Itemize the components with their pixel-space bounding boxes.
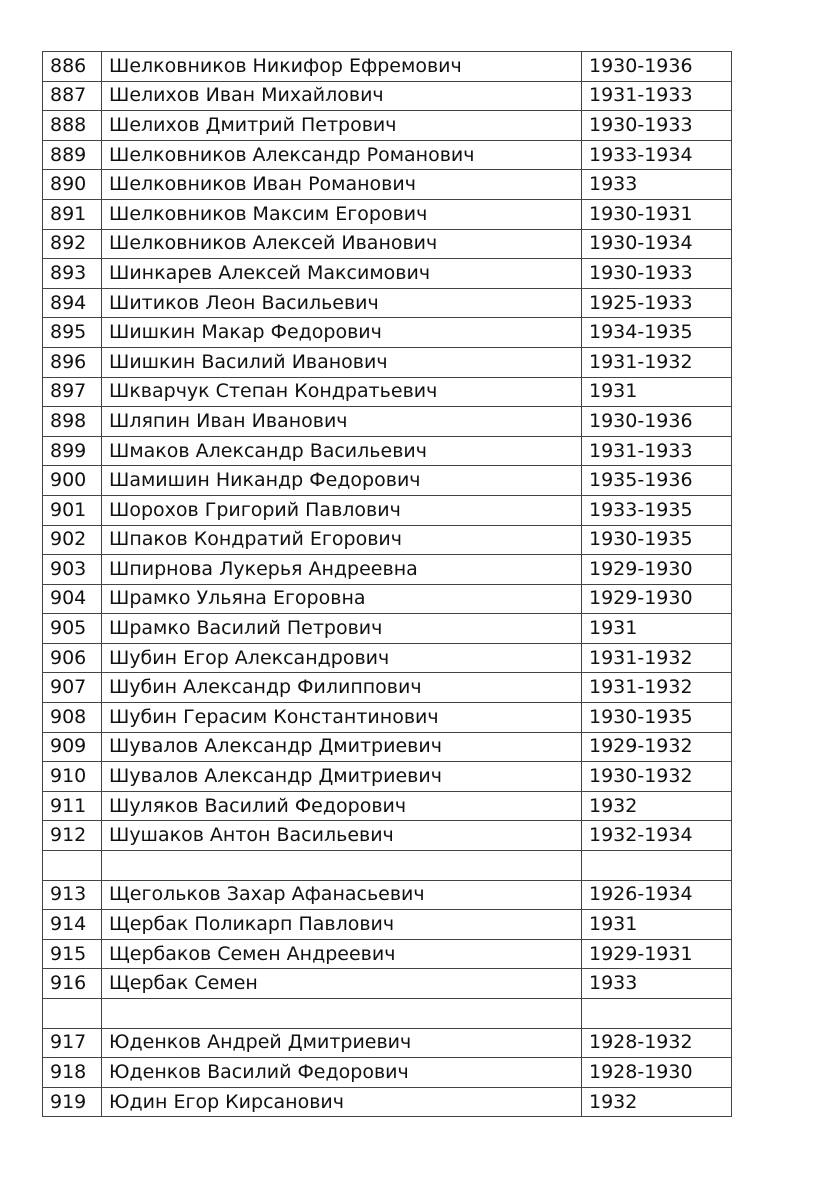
row-number-cell: 898: [43, 407, 102, 437]
table-row: [43, 851, 732, 881]
person-name-cell: Шубин Егор Александрович: [102, 643, 582, 673]
person-name-cell: [102, 851, 582, 881]
row-number-cell: 891: [43, 199, 102, 229]
person-name-cell: Шелковников Александр Романович: [102, 140, 582, 170]
row-number-cell: 918: [43, 1058, 102, 1088]
row-number-cell: 908: [43, 703, 102, 733]
row-number-cell: 904: [43, 584, 102, 614]
row-number-cell: 917: [43, 1028, 102, 1058]
table-row: [43, 762, 732, 792]
years-cell: 1930-1933: [582, 259, 732, 289]
row-number-cell: 900: [43, 466, 102, 496]
table-row: [43, 821, 732, 851]
row-number-cell: 896: [43, 347, 102, 377]
person-name-cell: [102, 999, 582, 1029]
row-number-cell: 888: [43, 111, 102, 141]
years-cell: 1930-1934: [582, 229, 732, 259]
table-row: [43, 170, 732, 200]
row-number-cell: 915: [43, 939, 102, 969]
person-name-cell: Юденков Андрей Дмитриевич: [102, 1028, 582, 1058]
person-name-cell: Шляпин Иван Иванович: [102, 407, 582, 437]
row-number-cell: 916: [43, 969, 102, 999]
years-cell: 1931: [582, 614, 732, 644]
table-row: [43, 466, 732, 496]
years-cell: 1928-1932: [582, 1028, 732, 1058]
row-number-cell: 910: [43, 762, 102, 792]
person-name-cell: Шинкарев Алексей Максимович: [102, 259, 582, 289]
row-number-cell: [43, 999, 102, 1029]
table-row: [43, 732, 732, 762]
table-row: [43, 407, 732, 437]
table-row: [43, 495, 732, 525]
table-row: [43, 229, 732, 259]
years-cell: 1931: [582, 910, 732, 940]
years-cell: 1932: [582, 1087, 732, 1117]
person-name-cell: Шпирнова Лукерья Андреевна: [102, 555, 582, 585]
years-cell: 1931-1932: [582, 347, 732, 377]
table-row: [43, 140, 732, 170]
table-row: [43, 347, 732, 377]
years-cell: 1929-1930: [582, 555, 732, 585]
row-number-cell: 903: [43, 555, 102, 585]
years-cell: 1930-1935: [582, 525, 732, 555]
person-name-cell: Шпаков Кондратий Егорович: [102, 525, 582, 555]
years-cell: 1930-1932: [582, 762, 732, 792]
row-number-cell: 887: [43, 81, 102, 111]
person-name-cell: Шкварчук Степан Кондратьевич: [102, 377, 582, 407]
table-row: [43, 939, 732, 969]
person-name-cell: Шушаков Антон Васильевич: [102, 821, 582, 851]
years-cell: 1931: [582, 377, 732, 407]
table-row: [43, 910, 732, 940]
row-number-cell: 911: [43, 791, 102, 821]
person-name-cell: Щегольков Захар Афанасьевич: [102, 880, 582, 910]
table-row: [43, 999, 732, 1029]
person-name-cell: Юдин Егор Кирсанович: [102, 1087, 582, 1117]
years-cell: 1925-1933: [582, 288, 732, 318]
row-number-cell: 914: [43, 910, 102, 940]
table-row: [43, 111, 732, 141]
years-cell: 1932-1934: [582, 821, 732, 851]
table-row: [43, 1087, 732, 1117]
person-name-cell: Шрамко Василий Петрович: [102, 614, 582, 644]
table-row: [43, 377, 732, 407]
table-row: [43, 259, 732, 289]
row-number-cell: 892: [43, 229, 102, 259]
person-name-cell: Шелковников Иван Романович: [102, 170, 582, 200]
row-number-cell: 901: [43, 495, 102, 525]
years-cell: 1933-1935: [582, 495, 732, 525]
records-table-body: [43, 52, 732, 1117]
row-number-cell: 890: [43, 170, 102, 200]
years-cell: 1930-1936: [582, 407, 732, 437]
table-row: [43, 1028, 732, 1058]
table-row: [43, 703, 732, 733]
person-name-cell: Шамишин Никандр Федорович: [102, 466, 582, 496]
table-row: [43, 643, 732, 673]
row-number-cell: 893: [43, 259, 102, 289]
row-number-cell: 902: [43, 525, 102, 555]
row-number-cell: 906: [43, 643, 102, 673]
years-cell: 1931-1933: [582, 81, 732, 111]
years-cell: 1934-1935: [582, 318, 732, 348]
years-cell: 1933-1934: [582, 140, 732, 170]
row-number-cell: 899: [43, 436, 102, 466]
row-number-cell: 894: [43, 288, 102, 318]
records-table: [42, 51, 732, 1117]
years-cell: 1926-1934: [582, 880, 732, 910]
years-cell: 1929-1932: [582, 732, 732, 762]
person-name-cell: Щербак Семен: [102, 969, 582, 999]
table-row: [43, 288, 732, 318]
person-name-cell: Шитиков Леон Васильевич: [102, 288, 582, 318]
person-name-cell: Шишкин Василий Иванович: [102, 347, 582, 377]
person-name-cell: Шелковников Алексей Иванович: [102, 229, 582, 259]
table-row: [43, 555, 732, 585]
person-name-cell: Шелихов Иван Михайлович: [102, 81, 582, 111]
table-row: [43, 673, 732, 703]
years-cell: [582, 999, 732, 1029]
row-number-cell: 889: [43, 140, 102, 170]
years-cell: 1929-1931: [582, 939, 732, 969]
years-cell: 1930-1931: [582, 199, 732, 229]
table-row: [43, 584, 732, 614]
years-cell: 1928-1930: [582, 1058, 732, 1088]
years-cell: 1930-1936: [582, 52, 732, 82]
years-cell: 1933: [582, 969, 732, 999]
person-name-cell: Шишкин Макар Федорович: [102, 318, 582, 348]
person-name-cell: Щербак Поликарп Павлович: [102, 910, 582, 940]
years-cell: 1930-1933: [582, 111, 732, 141]
person-name-cell: Щербаков Семен Андреевич: [102, 939, 582, 969]
table-row: [43, 525, 732, 555]
years-cell: 1929-1930: [582, 584, 732, 614]
person-name-cell: Шубин Герасим Константинович: [102, 703, 582, 733]
person-name-cell: Шмаков Александр Васильевич: [102, 436, 582, 466]
years-cell: 1935-1936: [582, 466, 732, 496]
table-row: [43, 199, 732, 229]
table-row: [43, 318, 732, 348]
person-name-cell: Шелковников Максим Егорович: [102, 199, 582, 229]
table-row: [43, 614, 732, 644]
table-row: [43, 969, 732, 999]
years-cell: 1933: [582, 170, 732, 200]
row-number-cell: 907: [43, 673, 102, 703]
person-name-cell: Шелихов Дмитрий Петрович: [102, 111, 582, 141]
row-number-cell: 913: [43, 880, 102, 910]
row-number-cell: 886: [43, 52, 102, 82]
years-cell: 1931-1932: [582, 673, 732, 703]
row-number-cell: 895: [43, 318, 102, 348]
person-name-cell: Шувалов Александр Дмитриевич: [102, 732, 582, 762]
years-cell: 1930-1935: [582, 703, 732, 733]
row-number-cell: 897: [43, 377, 102, 407]
years-cell: 1931-1932: [582, 643, 732, 673]
row-number-cell: 905: [43, 614, 102, 644]
person-name-cell: Шуляков Василий Федорович: [102, 791, 582, 821]
table-row: [43, 81, 732, 111]
person-name-cell: Шелковников Никифор Ефремович: [102, 52, 582, 82]
person-name-cell: Шубин Александр Филиппович: [102, 673, 582, 703]
table-row: [43, 1058, 732, 1088]
table-row: [43, 52, 732, 82]
row-number-cell: 912: [43, 821, 102, 851]
person-name-cell: Юденков Василий Федорович: [102, 1058, 582, 1088]
years-cell: 1931-1933: [582, 436, 732, 466]
person-name-cell: Шувалов Александр Дмитриевич: [102, 762, 582, 792]
row-number-cell: 919: [43, 1087, 102, 1117]
row-number-cell: [43, 851, 102, 881]
person-name-cell: Шорохов Григорий Павлович: [102, 495, 582, 525]
person-name-cell: Шрамко Ульяна Егоровна: [102, 584, 582, 614]
table-row: [43, 791, 732, 821]
years-cell: 1932: [582, 791, 732, 821]
years-cell: [582, 851, 732, 881]
table-row: [43, 880, 732, 910]
table-row: [43, 436, 732, 466]
row-number-cell: 909: [43, 732, 102, 762]
